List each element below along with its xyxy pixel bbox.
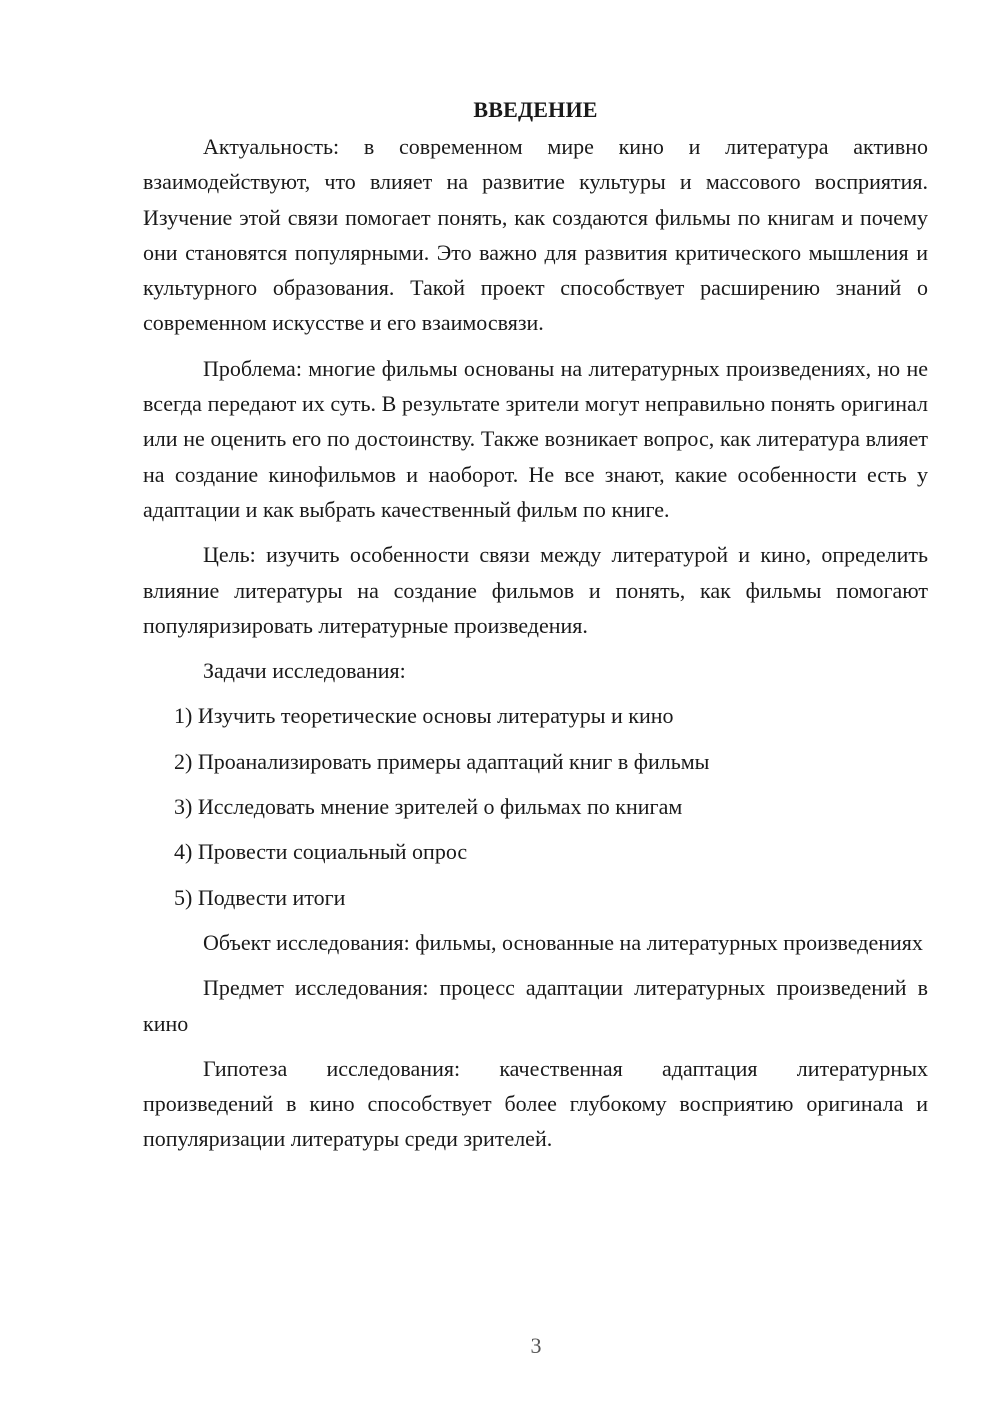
task-item: 1) Изучить теоретические основы литературы и кино [174,703,674,729]
document-page [143,92,928,1167]
tasks-list [143,698,928,914]
object-paragraph: Объект исследования: фильмы, основанные на литературных произведениях [203,929,923,955]
page-number: 3 [530,1333,542,1358]
hypothesis-paragraph: Гипотеза исследования: качественная адаптация литературных произведений в кино способствует более глубокому восприятию оригинала и популяризации литературы среди зрителей. [143,1055,928,1152]
task-item: 3) Исследовать мнение зрителей о фильмах по книгам [174,794,683,820]
relevance-paragraph: Актуальность: в современном мире кино и литература активно взаимодействуют, что влияет на развитие культуры и массового восприятия. Изучение этой связи помогает понять, как создаются фильмы по книгам и почему они становятся популярными. Это важно для развития критического мышления и культурного образования. Такой проект способствует расширению знаний о современном искусстве и его взаимосвязи. [143,134,928,336]
task-item: 2) Проанализировать примеры адаптаций книг в фильмы [174,748,710,774]
section-heading: ВВЕДЕНИЕ [473,97,598,122]
tasks-heading: Задачи исследования: [203,658,406,684]
goal-paragraph: Цель: изучить особенности связи между литературой и кино, определить влияние литературы на создание фильмов и понять, как фильмы помогают популяризировать литературные произведения. [143,542,928,638]
problem-paragraph: Проблема: многие фильмы основаны на литературных произведениях, но не всегда передают их суть. В результате зрители могут неправильно понять оригинал или не оценить его по достоинству. Также возникает вопрос, как литература влияет на создание кинофильмов и наоборот. Не все знают, какие особенности есть у адаптации и как выбрать качественный фильм по книге. [143,355,928,522]
task-item: 4) Провести социальный опрос [174,839,468,865]
subject-paragraph: Предмет исследования: процесс адаптации литературных произведений в кино [143,975,928,1036]
task-item: 5) Подвести итоги [174,884,346,910]
